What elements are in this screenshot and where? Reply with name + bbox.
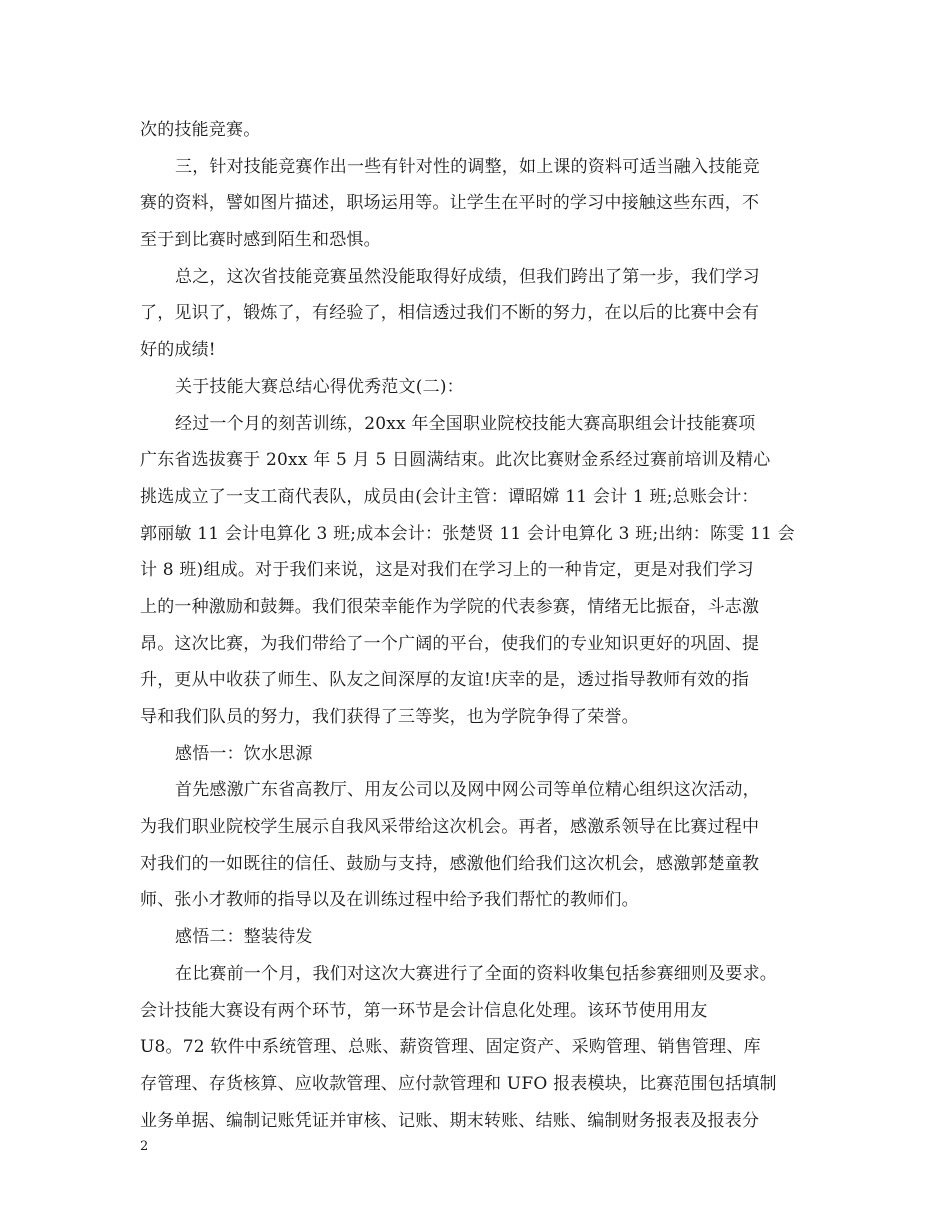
text-line: 关于技能大赛总结心得优秀范文(二)： [175,376,464,397]
text-line: 挑选成立了一支工商代表队，成员由(会计主管：谭昭嫦 11 会计 1 班;总账会计： [140,486,759,507]
text-line: 了，见识了，锻炼了，有经验了，相信透过我们不断的努力，在以后的比赛中会有 [140,303,760,324]
text-line: 昂。这次比赛，为我们带给了一个广阔的平台，使我们的专业知识更好的巩固、提 [140,633,760,654]
text-line: 会计技能大赛设有两个环节，第一环节是会计信息化处理。该环节使用用友 [140,1000,708,1021]
text-line: 在比赛前一个月，我们对这次大赛进行了全面的资料收集包括参赛细则及要求。 [175,963,777,984]
text-line: 至于到比赛时感到陌生和恐惧。 [140,230,381,251]
text-line: 对我们的一如既往的信任、鼓励与支持，感激他们给我们这次机会，感激郭楚童教 [140,853,760,874]
text-line: 感悟二：整装待发 [175,927,313,948]
text-line: 存管理、存货核算、应收款管理、应付款管理和 UFO 报表模块，比赛范围包括填制 [140,1073,777,1094]
text-line: 经过一个月的刻苦训练，20xx 年全国职业院校技能大赛高职组会计技能赛项 [175,413,756,434]
text-line: 三，针对技能竞赛作出一些有针对性的调整，如上课的资料可适当融入技能竞 [175,156,760,177]
text-line: 次的技能竞赛。 [140,120,261,140]
text-line: 上的一种激励和鼓舞。我们很荣幸能作为学院的代表参赛，情绪无比振奋，斗志激 [140,596,760,617]
text-line: 广东省选拔赛于 20xx 年 5 月 5 日圆满结束。此次比赛财金系经过赛前培训及精心 [140,450,771,471]
text-line: 计 8 班)组成。对于我们来说，这是对我们在学习上的一种肯定，更是对我们学习 [140,560,754,581]
text-line: 感悟一：饮水思源 [175,743,313,764]
text-line: 师、张小才教师的指导以及在训练过程中给予我们帮忙的教师们。 [140,890,639,911]
text-line: 导和我们队员的努力，我们获得了三等奖，也为学院争得了荣誉。 [140,707,639,727]
text-line: 首先感激广东省高教厅、用友公司以及网中网公司等单位精心组织这次活动， [175,780,760,801]
text-line: 总之，这次省技能竞赛虽然没能取得好成绩，但我们跨出了第一步，我们学习 [175,266,760,287]
text-line: 郭丽敏 11 会计电算化 3 班;成本会计：张楚贤 11 会计电算化 3 班;出纳：陈雯 11 会 [140,523,795,544]
text-line: 为我们职业院校学生展示自我风采带给这次机会。再者，感激系领导在比赛过程中 [140,817,760,838]
text-line: 业务单据、编制记账凭证并审核、记账、期末转账、结账、编制财务报表及报表分 [140,1110,760,1131]
text-line: 赛的资料，譬如图片描述，职场运用等。让学生在平时的学习中接触这些东西，不 [140,193,760,214]
text-line: 好的成绩! [140,340,216,361]
page-number: 2 [140,1139,149,1154]
document-body [140,112,812,1139]
text-line: U8。72 软件中系统管理、总账、薪资管理、固定资产、采购管理、销售管理、库 [140,1037,761,1058]
text-line: 升，更从中收获了师生、队友之间深厚的友谊!庆幸的是，透过指导教师有效的指 [140,670,750,691]
